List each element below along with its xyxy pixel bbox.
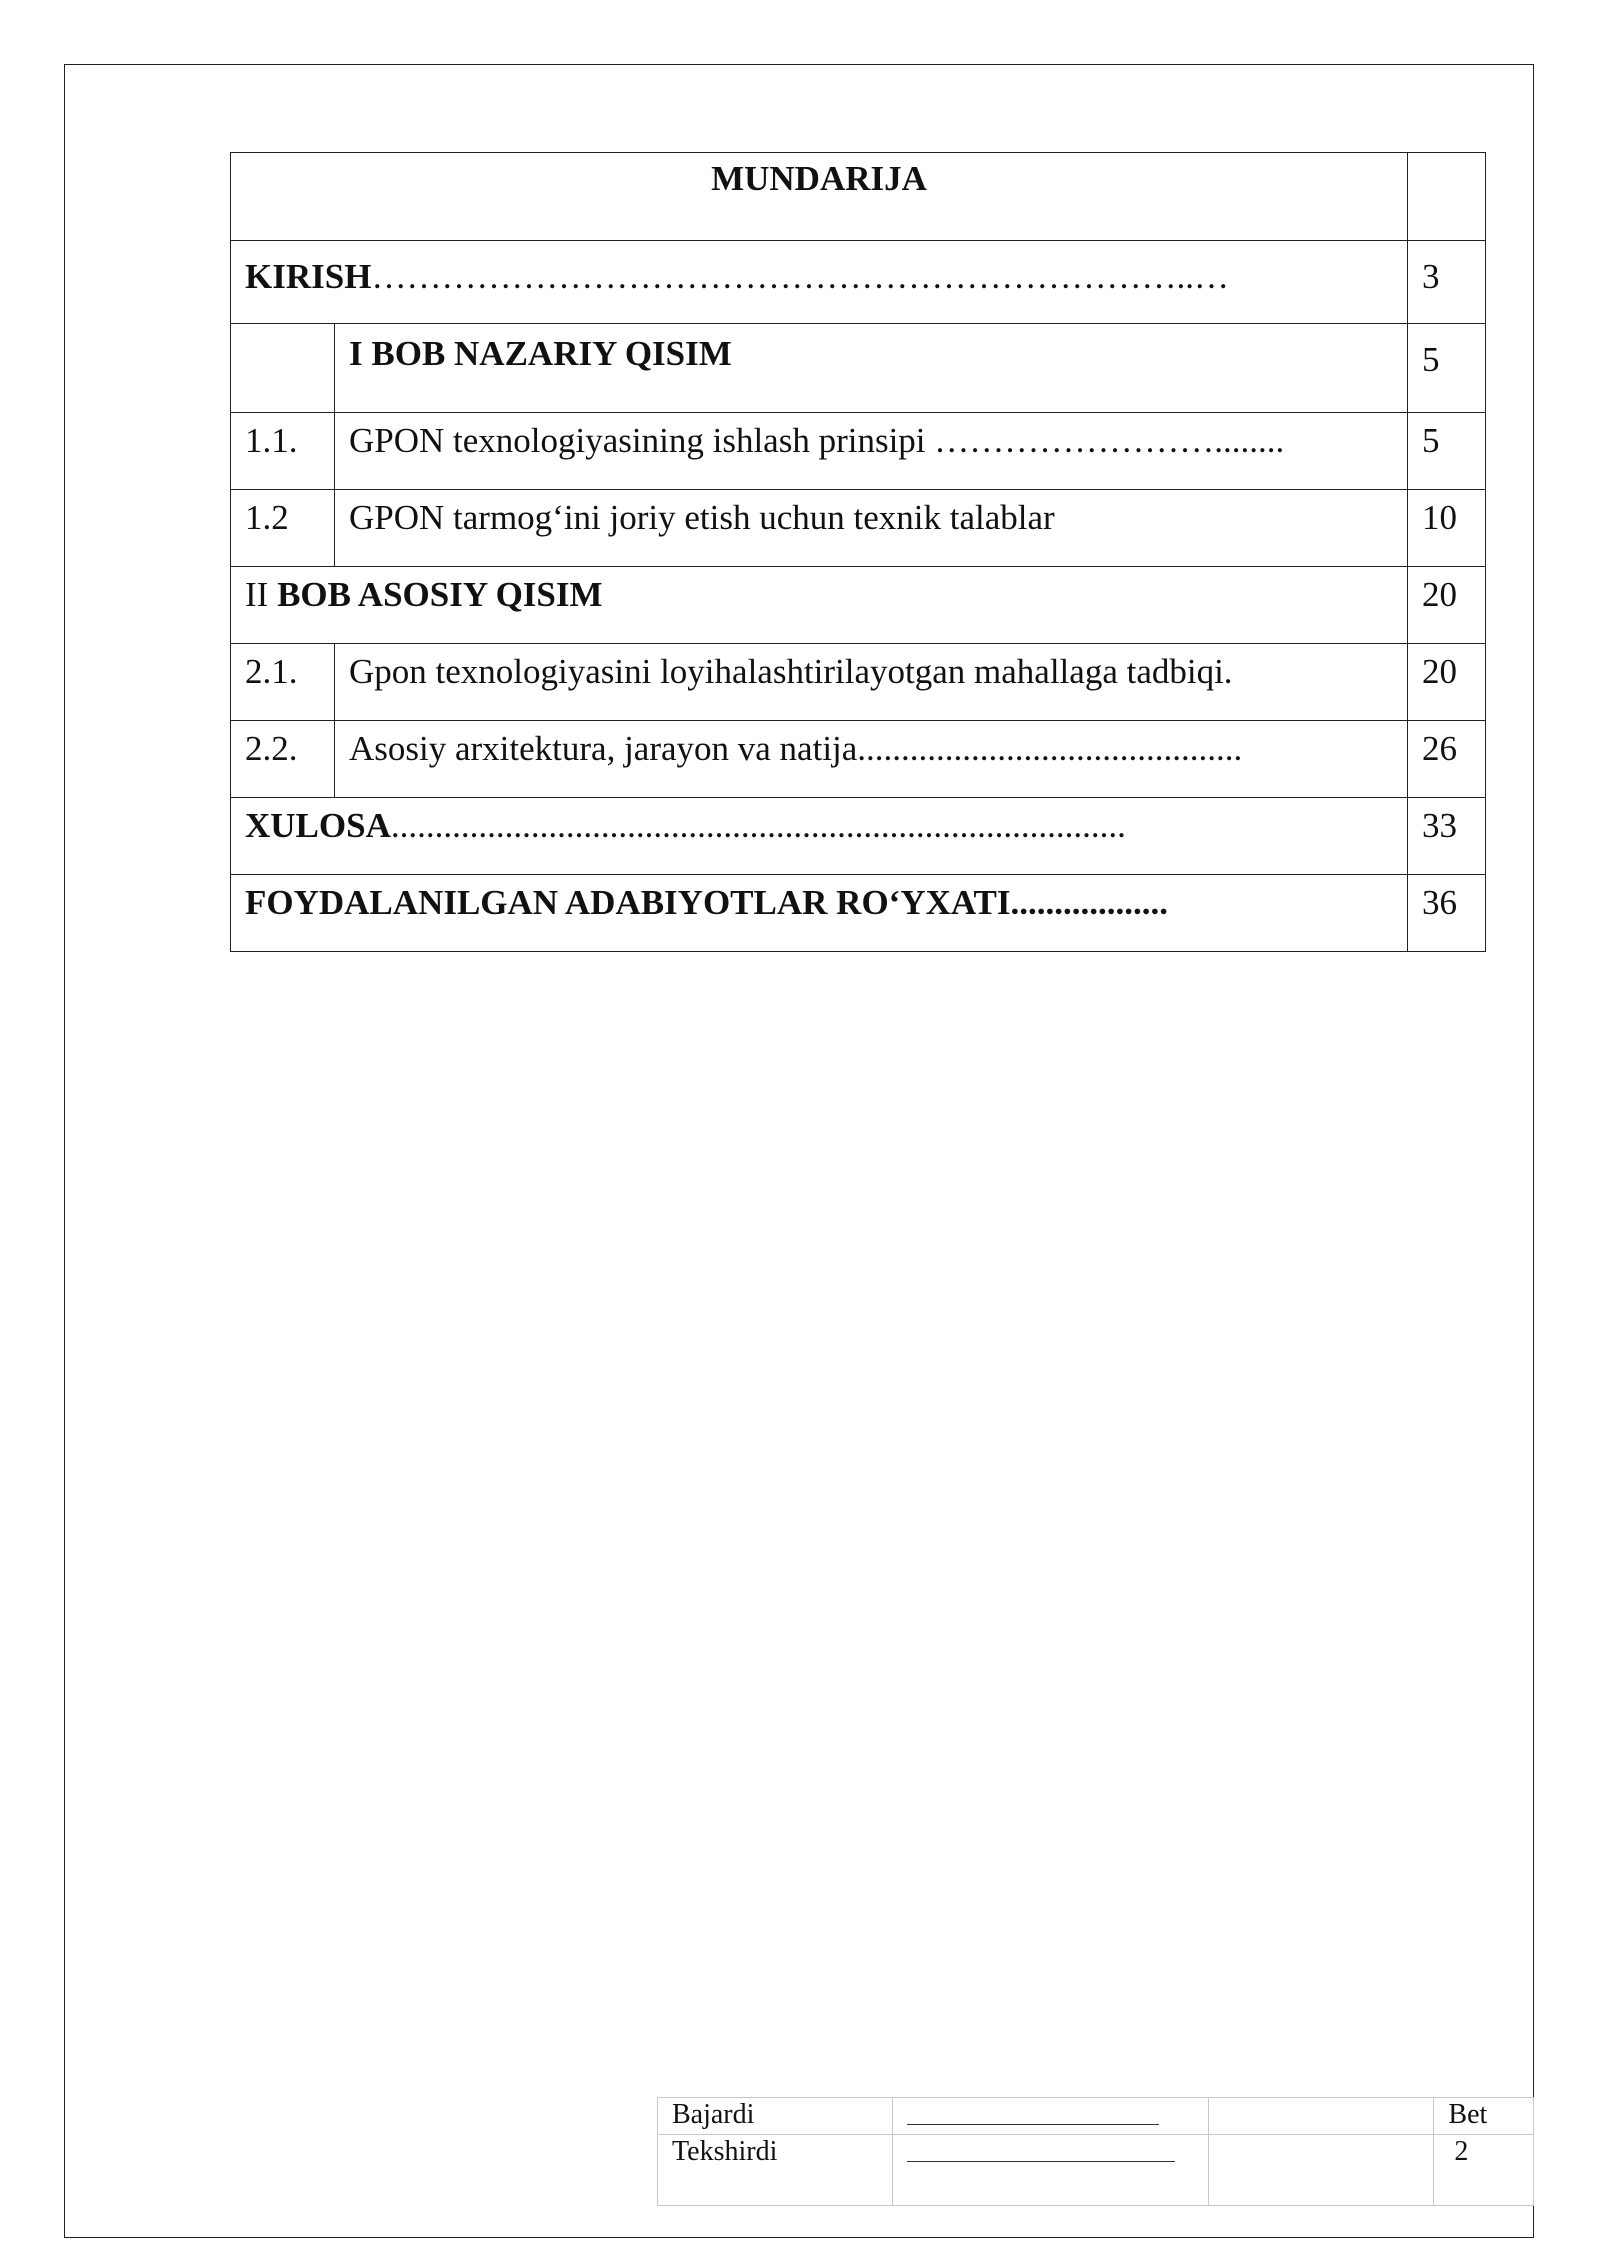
toc-dots: .................................................................................... <box>390 806 1126 845</box>
toc-row-kirish <box>231 241 1486 324</box>
toc-page-number: 20 <box>1408 644 1486 721</box>
stamp-row-bajardi <box>658 2098 1534 2135</box>
toc-entry: Asosiy arxitektura, jarayon va natija............................................ <box>335 721 1408 798</box>
toc-number: 2.1. <box>231 644 335 721</box>
stamp-empty-cell <box>1209 2098 1434 2135</box>
stamp-bet-label: Bet <box>1434 2098 1534 2135</box>
toc-number: 1.1. <box>231 413 335 490</box>
toc-page-number: 10 <box>1408 490 1486 567</box>
toc-entry: GPON texnologiyasining ishlash prinsipi ……………………........ <box>335 413 1408 490</box>
toc-number: 2.2. <box>231 721 335 798</box>
toc-row-bob2 <box>231 567 1486 644</box>
toc-entry: I BOB NAZARIY QISIM <box>335 324 1408 413</box>
toc-number: 1.2 <box>231 490 335 567</box>
table-of-contents <box>230 152 1486 952</box>
stamp-signature-cell <box>893 2135 1209 2206</box>
toc-entry <box>231 241 1408 324</box>
toc-row-2-1 <box>231 644 1486 721</box>
toc-prefix: II <box>245 575 278 614</box>
stamp-tekshirdi-label: Tekshirdi <box>658 2135 893 2206</box>
toc-label: KIRISH <box>245 257 372 296</box>
stamp-row-tekshirdi <box>658 2135 1534 2206</box>
title-block-stamp <box>657 2097 1534 2206</box>
toc-label: BOB ASOSIY QISIM <box>277 575 603 614</box>
toc-row-1-2 <box>231 490 1486 567</box>
stamp-empty-cell <box>1209 2135 1434 2206</box>
toc-entry: GPON tarmog‘ini joriy etish uchun texnik talablar <box>335 490 1408 567</box>
signature-line <box>907 2135 1175 2162</box>
toc-page-number: 5 <box>1408 324 1486 413</box>
signature-line <box>907 2098 1159 2125</box>
toc-page-number: 20 <box>1408 567 1486 644</box>
stamp-signature-cell <box>893 2098 1209 2135</box>
toc-page-number: 26 <box>1408 721 1486 798</box>
toc-row-2-2 <box>231 721 1486 798</box>
toc-row-bob1 <box>231 324 1486 413</box>
toc-dots: ……………………………………………………………..… <box>371 257 1229 296</box>
toc-row-xulosa <box>231 798 1486 875</box>
toc-entry: FOYDALANILGAN ADABIYOTLAR RO‘YXATI.................. <box>231 875 1408 952</box>
toc-entry <box>231 567 1408 644</box>
toc-number-cell <box>231 324 335 413</box>
toc-row-1-1 <box>231 413 1486 490</box>
stamp-bajardi-label: Bajardi <box>658 2098 893 2135</box>
toc-entry: Gpon texnologiyasini loyihalashtirilayotgan mahallaga tadbiqi. <box>335 644 1408 721</box>
toc-header-page-cell <box>1408 153 1486 241</box>
toc-row-adabiyot <box>231 875 1486 952</box>
toc-page-number: 36 <box>1408 875 1486 952</box>
toc-page-number: 5 <box>1408 413 1486 490</box>
toc-entry <box>231 798 1408 875</box>
toc-page-number: 3 <box>1408 241 1486 324</box>
stamp-page-number: 2 <box>1434 2135 1534 2206</box>
toc-label: XULOSA <box>245 806 391 845</box>
toc-title: MUNDARIJA <box>231 153 1408 241</box>
toc-header-row <box>231 153 1486 241</box>
toc-page-number: 33 <box>1408 798 1486 875</box>
